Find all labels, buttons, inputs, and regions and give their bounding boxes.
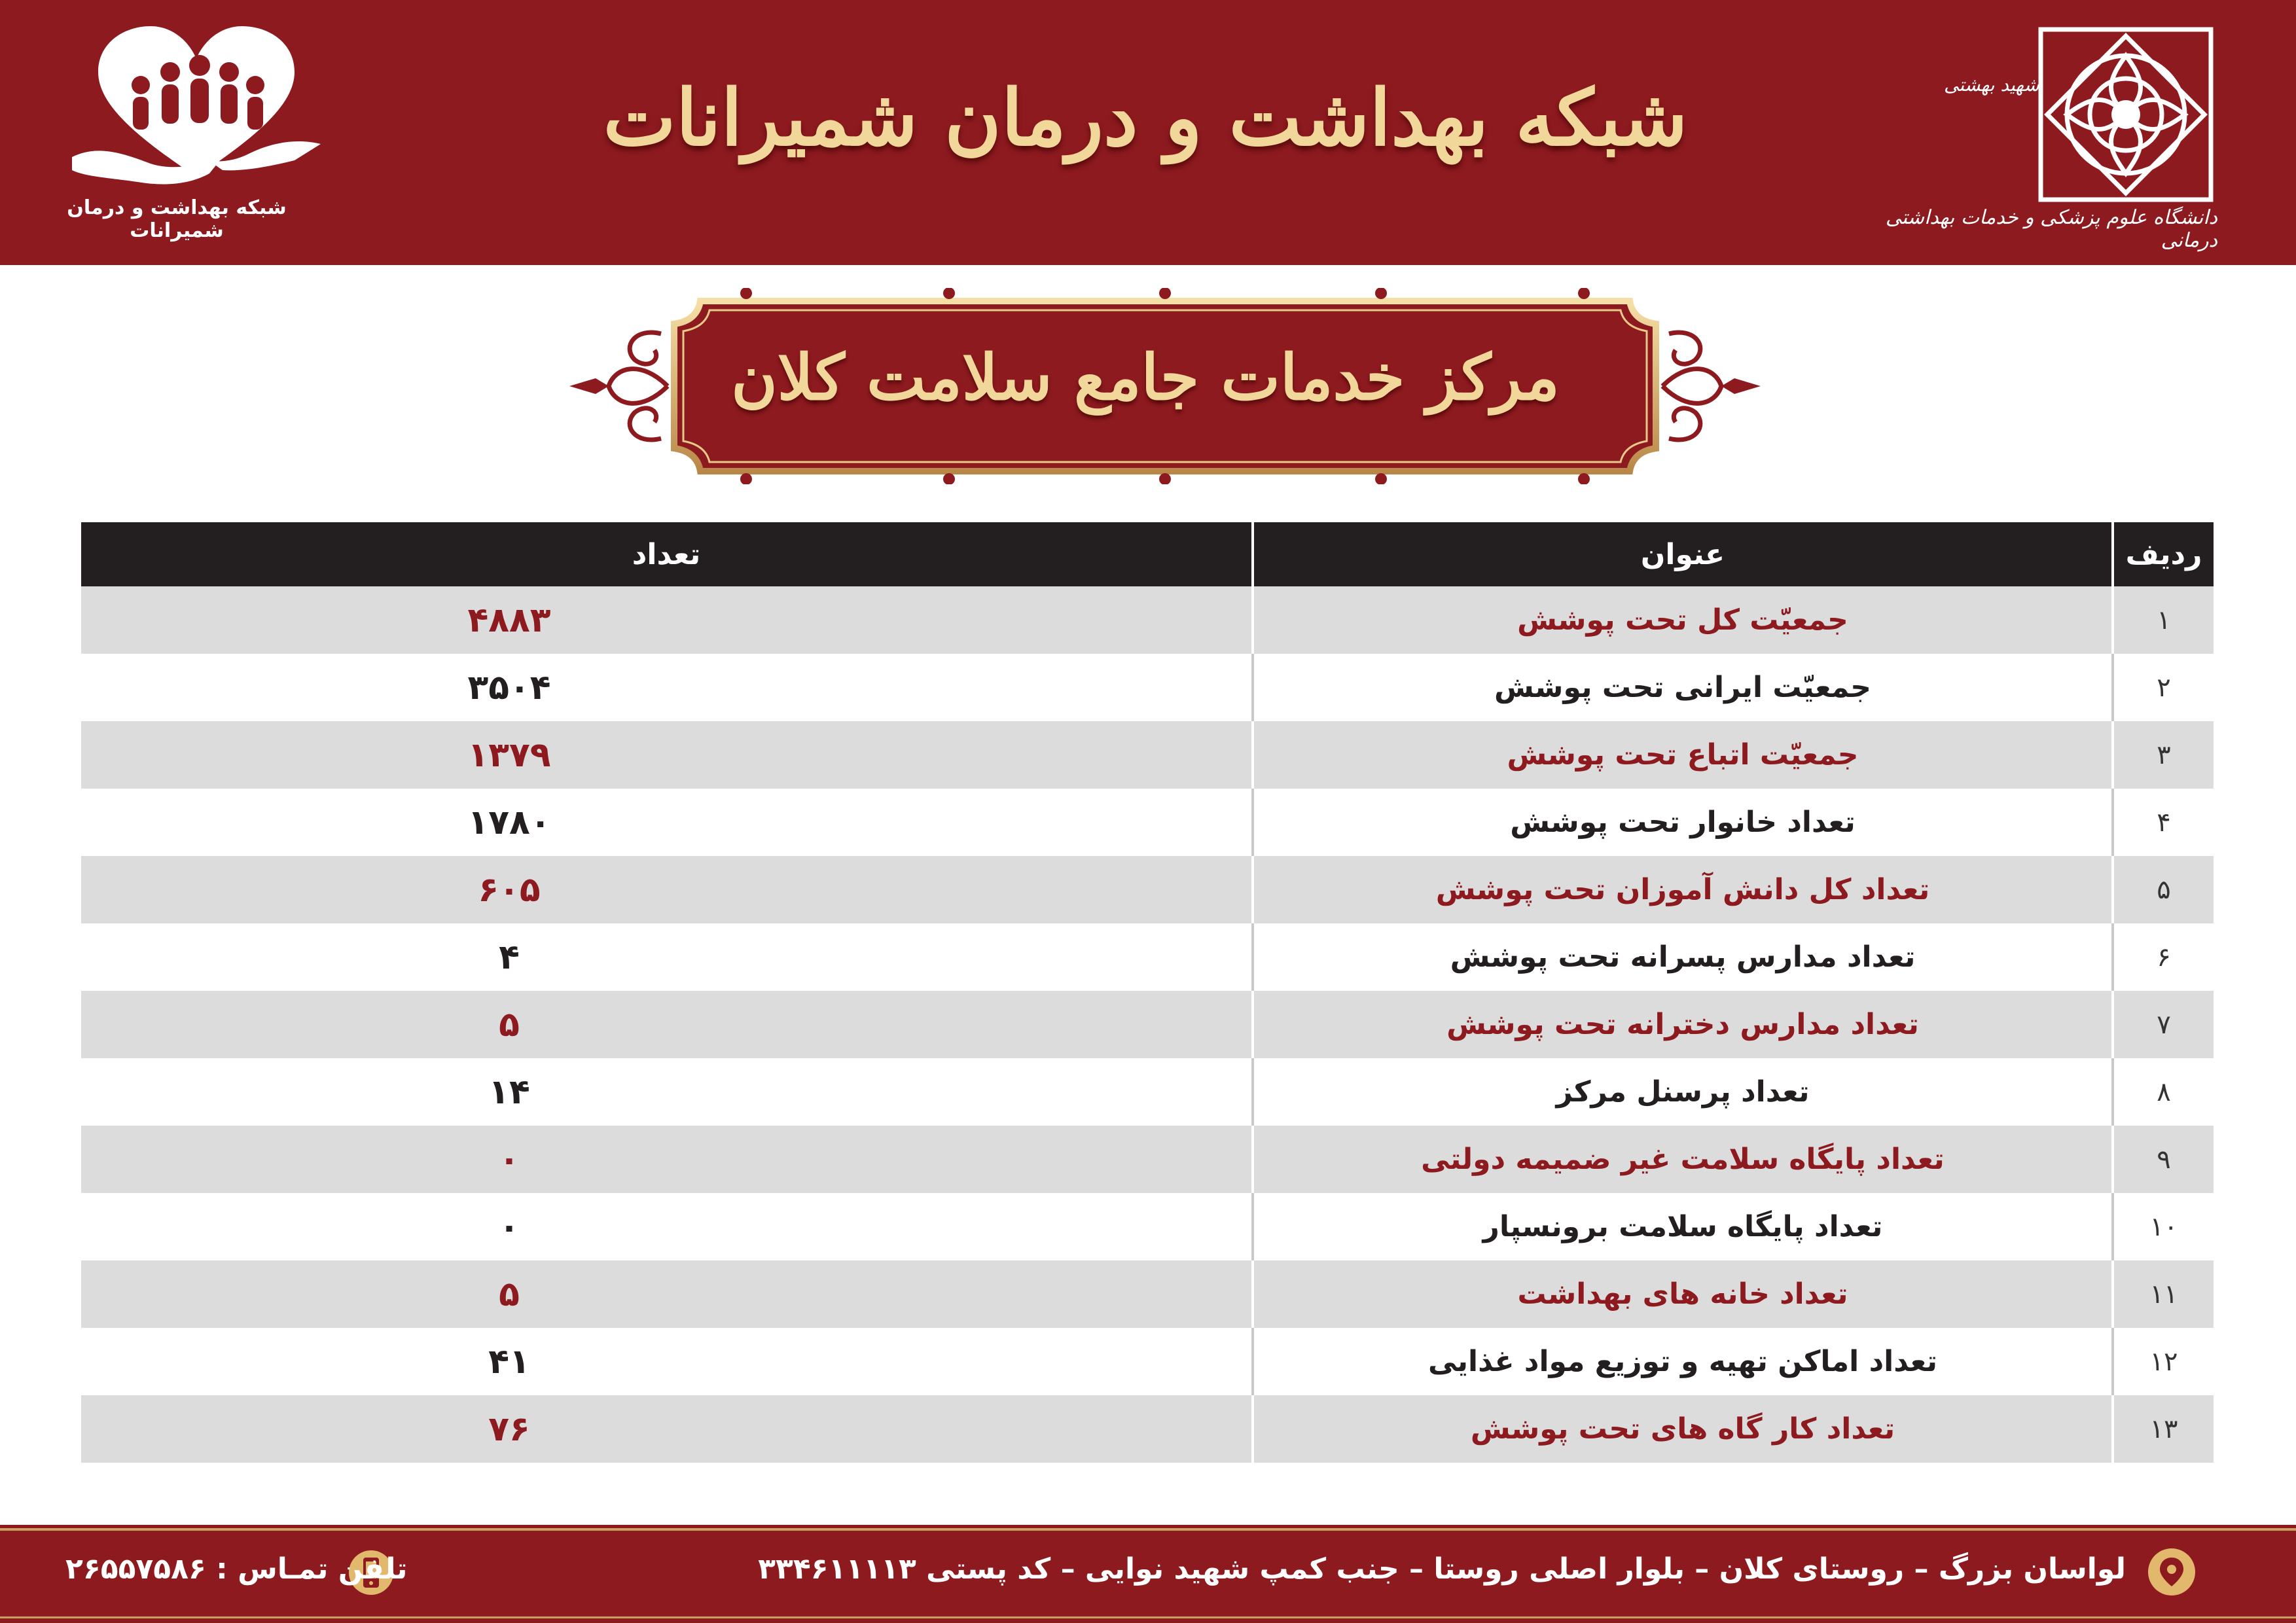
footer-bottom-rule xyxy=(0,1616,2296,1618)
table-row xyxy=(81,586,2214,654)
row-count: ۴۱ xyxy=(488,1342,530,1382)
table-row xyxy=(81,991,2214,1058)
row-title: جمعیّت کل تحت پوشش xyxy=(1253,586,2113,654)
footer-top-rule xyxy=(0,1528,2296,1531)
row-index: ۱۱ xyxy=(2113,1260,2214,1328)
row-count: ۶۰۵ xyxy=(81,856,1253,923)
row-index: ۱۲ xyxy=(2113,1328,2214,1395)
table-row xyxy=(81,1328,2214,1395)
row-title: تعداد خانه های بهداشت xyxy=(1253,1260,2113,1328)
row-index: ۱۳ xyxy=(2113,1395,2214,1463)
row-index: ۳ xyxy=(2113,721,2214,789)
row-index: ۷ xyxy=(2113,991,2214,1058)
row-count: ۴۸۸۳ xyxy=(81,586,1253,654)
column-header-count: تعداد xyxy=(81,522,1253,586)
footer-phone: تلفن تمـاس : ۲۶۵۵۷۵۸۶ xyxy=(65,1552,408,1586)
row-index: ۸ xyxy=(2113,1058,2214,1126)
row-title: تعداد پرسنل مرکز xyxy=(1253,1058,2113,1126)
row-count: ۳۵۰۴ xyxy=(467,668,551,707)
row-count: ۰ xyxy=(81,1126,1253,1193)
table-row xyxy=(81,789,2214,856)
column-header-index: ردیف xyxy=(2113,522,2214,586)
university-emblem-icon xyxy=(2028,16,2224,213)
university-caption: دانشگاه علوم پزشکی و خدمات بهداشتی درمانی xyxy=(1885,206,2217,252)
row-index: ۲ xyxy=(2113,654,2214,721)
table-row xyxy=(81,1126,2214,1193)
location-pin-icon xyxy=(2145,1546,2198,1598)
table-row xyxy=(81,923,2214,991)
row-count: ۱۴ xyxy=(488,1072,530,1112)
row-count: ۰ xyxy=(499,1207,520,1247)
table-row xyxy=(81,721,2214,789)
table-row xyxy=(81,654,2214,721)
network-logo-caption: شبکه بهداشت و درمان شمیرانات xyxy=(67,196,287,242)
university-logo xyxy=(1885,7,2237,255)
column-header-title: عنوان xyxy=(1253,522,2113,586)
row-index: ۵ xyxy=(2113,856,2214,923)
row-title: جمعیّت اتباع تحت پوشش xyxy=(1253,721,2113,789)
footer-address: لواسان بزرگ – روستای کلان – بلوار اصلی روستا – جنب کمپ شهید نوایی – کد پستی ۳۳۴۶۱۱۱۱۳ xyxy=(758,1552,2126,1586)
row-title: تعداد پایگاه سلامت غیر ضمیمه دولتی xyxy=(1253,1126,2113,1193)
row-index: ۹ xyxy=(2113,1126,2214,1193)
table-row xyxy=(81,1260,2214,1328)
row-count: ۴ xyxy=(499,937,520,977)
university-name: شهید بهشتی xyxy=(1944,74,2039,96)
row-title: تعداد مدارس دخترانه تحت پوشش xyxy=(1253,991,2113,1058)
center-title: مرکز خدمات جامع سلامت کلان xyxy=(731,340,1560,414)
row-index: ۶ xyxy=(2113,923,2214,991)
row-title: تعداد خانوار تحت پوشش xyxy=(1253,789,2113,856)
row-count: ۵ xyxy=(81,1260,1253,1328)
row-count: ۷۶ xyxy=(81,1395,1253,1463)
row-title: تعداد کار گاه های تحت پوشش xyxy=(1253,1395,2113,1463)
row-title: تعداد مدارس پسرانه تحت پوشش xyxy=(1253,923,2113,991)
row-count: ۱۳۷۹ xyxy=(81,721,1253,789)
row-title: تعداد اماکن تهیه و توزیع مواد غذایی xyxy=(1253,1328,2113,1395)
table-header-row xyxy=(81,522,2214,586)
table-row xyxy=(81,1193,2214,1260)
table-row xyxy=(81,856,2214,923)
row-count: ۵ xyxy=(81,991,1253,1058)
row-index: ۴ xyxy=(2113,789,2214,856)
row-count: ۱۷۸۰ xyxy=(467,802,551,842)
statistics-table xyxy=(81,522,2214,1463)
row-title: جمعیّت ایرانی تحت پوشش xyxy=(1253,654,2113,721)
page-title: شبکه بهداشت و درمان شمیرانات xyxy=(603,72,1688,163)
table-row xyxy=(81,1395,2214,1463)
table-row xyxy=(81,1058,2214,1126)
row-index: ۱۰ xyxy=(2113,1193,2214,1260)
row-title: تعداد کل دانش آموزان تحت پوشش xyxy=(1253,856,2113,923)
row-index: ۱ xyxy=(2113,586,2214,654)
row-title: تعداد پایگاه سلامت برونسپار xyxy=(1253,1193,2113,1260)
